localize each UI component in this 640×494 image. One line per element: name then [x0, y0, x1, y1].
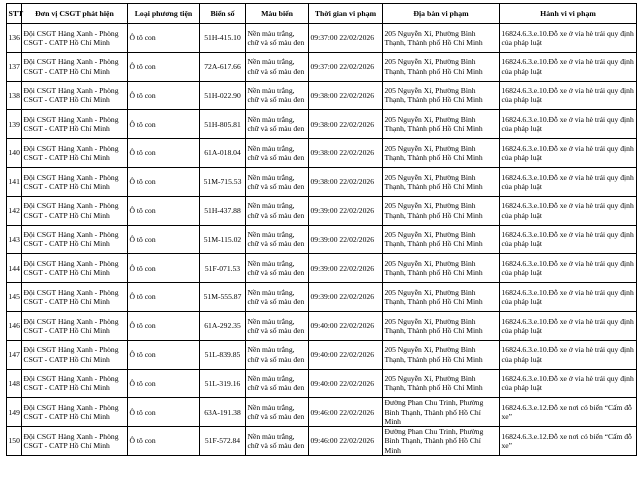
cell-stt: 141 — [7, 167, 22, 196]
cell-unit: Đội CSGT Hàng Xanh - Phòng CSGT - CATP Hồ Chí Minh — [22, 139, 128, 168]
cell-time: 09:46:00 22/02/2026 — [309, 427, 383, 456]
cell-violation: 16824.6.3.e.10.Đỗ xe ở vỉa hè trái quy định của pháp luật — [500, 24, 637, 53]
cell-unit: Đội CSGT Hàng Xanh - Phòng CSGT - CATP Hồ Chí Minh — [22, 340, 128, 369]
cell-violation: 16824.6.3.e.10.Đỗ xe ở vỉa hè trái quy định của pháp luật — [500, 283, 637, 312]
table-header-row — [7, 4, 637, 24]
cell-time: 09:40:00 22/02/2026 — [309, 340, 383, 369]
cell-violation: 16824.6.3.e.10.Đỗ xe ở vỉa hè trái quy định của pháp luật — [500, 52, 637, 81]
cell-unit: Đội CSGT Hàng Xanh - Phòng CSGT - CATP Hồ Chí Minh — [22, 283, 128, 312]
cell-stt: 139 — [7, 110, 22, 139]
cell-violation: 16824.6.3.e.10.Đỗ xe ở vỉa hè trái quy định của pháp luật — [500, 110, 637, 139]
table-row — [7, 24, 637, 53]
cell-stt: 147 — [7, 340, 22, 369]
cell-vehicle-type: Ô tô con — [128, 283, 200, 312]
cell-plate: 51F-071.53 — [200, 254, 246, 283]
cell-location: 205 Nguyễn Xí, Phường Bình Thạnh, Thành phố Hồ Chí Minh — [383, 254, 500, 283]
cell-stt: 136 — [7, 24, 22, 53]
cell-plate-color: Nền màu trắng, chữ và số màu đen — [246, 167, 309, 196]
cell-violation: 16824.6.3.e.10.Đỗ xe ở vỉa hè trái quy định của pháp luật — [500, 369, 637, 398]
cell-stt: 143 — [7, 225, 22, 254]
header-plate-color: Màu biển — [246, 4, 309, 24]
table-row — [7, 139, 637, 168]
cell-location: 205 Nguyễn Xí, Phường Bình Thạnh, Thành phố Hồ Chí Minh — [383, 81, 500, 110]
header-time: Thời gian vi phạm — [309, 4, 383, 24]
cell-violation: 16824.6.3.e.10.Đỗ xe ở vỉa hè trái quy định của pháp luật — [500, 225, 637, 254]
violations-table — [6, 3, 637, 456]
cell-location: 205 Nguyễn Xí, Phường Bình Thạnh, Thành phố Hồ Chí Minh — [383, 110, 500, 139]
cell-stt: 140 — [7, 139, 22, 168]
table-row — [7, 52, 637, 81]
table-row — [7, 196, 637, 225]
cell-vehicle-type: Ô tô con — [128, 196, 200, 225]
cell-time: 09:39:00 22/02/2026 — [309, 225, 383, 254]
cell-time: 09:39:00 22/02/2026 — [309, 283, 383, 312]
cell-location: 205 Nguyễn Xí, Phường Bình Thạnh, Thành phố Hồ Chí Minh — [383, 24, 500, 53]
header-location: Địa bàn vi phạm — [383, 4, 500, 24]
cell-stt: 146 — [7, 311, 22, 340]
table-row — [7, 340, 637, 369]
cell-violation: 16824.6.3.e.10.Đỗ xe ở vỉa hè trái quy định của pháp luật — [500, 139, 637, 168]
cell-plate: 51H-437.88 — [200, 196, 246, 225]
cell-plate-color: Nền màu trắng, chữ và số màu đen — [246, 139, 309, 168]
cell-plate: 51L-319.16 — [200, 369, 246, 398]
cell-unit: Đội CSGT Hàng Xanh - Phòng CSGT - CATP Hồ Chí Minh — [22, 398, 128, 427]
cell-location: 205 Nguyễn Xí, Phường Bình Thạnh, Thành phố Hồ Chí Minh — [383, 139, 500, 168]
cell-plate: 51L-839.85 — [200, 340, 246, 369]
cell-unit: Đội CSGT Hàng Xanh - Phòng CSGT - CATP Hồ Chí Minh — [22, 311, 128, 340]
cell-stt: 138 — [7, 81, 22, 110]
cell-plate: 61A-292.35 — [200, 311, 246, 340]
table-row — [7, 283, 637, 312]
cell-vehicle-type: Ô tô con — [128, 52, 200, 81]
cell-plate: 61A-018.04 — [200, 139, 246, 168]
cell-violation: 16824.6.3.e.10.Đỗ xe ở vỉa hè trái quy định của pháp luật — [500, 81, 637, 110]
cell-violation: 16824.6.3.e.10.Đỗ xe ở vỉa hè trái quy định của pháp luật — [500, 196, 637, 225]
table-row — [7, 110, 637, 139]
cell-plate: 51F-572.84 — [200, 427, 246, 456]
cell-vehicle-type: Ô tô con — [128, 139, 200, 168]
cell-time: 09:39:00 22/02/2026 — [309, 254, 383, 283]
cell-location: 205 Nguyễn Xí, Phường Bình Thạnh, Thành phố Hồ Chí Minh — [383, 52, 500, 81]
cell-plate: 51M-115.02 — [200, 225, 246, 254]
cell-plate-color: Nền màu trắng, chữ và số màu đen — [246, 427, 309, 456]
cell-plate-color: Nền màu trắng, chữ và số màu đen — [246, 81, 309, 110]
table-row — [7, 225, 637, 254]
cell-violation: 16824.6.3.e.10.Đỗ xe ở vỉa hè trái quy định của pháp luật — [500, 167, 637, 196]
cell-location: 205 Nguyễn Xí, Phường Bình Thạnh, Thành phố Hồ Chí Minh — [383, 225, 500, 254]
cell-location: 205 Nguyễn Xí, Phường Bình Thạnh, Thành phố Hồ Chí Minh — [383, 167, 500, 196]
cell-time: 09:40:00 22/02/2026 — [309, 369, 383, 398]
cell-plate: 51M-555.87 — [200, 283, 246, 312]
cell-plate: 72A-617.66 — [200, 52, 246, 81]
table-row — [7, 398, 637, 427]
cell-stt: 149 — [7, 398, 22, 427]
header-violation: Hành vi vi phạm — [500, 4, 637, 24]
cell-unit: Đội CSGT Hàng Xanh - Phòng CSGT - CATP Hồ Chí Minh — [22, 110, 128, 139]
cell-unit: Đội CSGT Hàng Xanh - Phòng CSGT - CATP Hồ Chí Minh — [22, 24, 128, 53]
cell-unit: Đội CSGT Hàng Xanh - Phòng CSGT - CATP Hồ Chí Minh — [22, 369, 128, 398]
cell-plate-color: Nền màu trắng, chữ và số màu đen — [246, 369, 309, 398]
cell-location: 205 Nguyễn Xí, Phường Bình Thạnh, Thành phố Hồ Chí Minh — [383, 283, 500, 312]
cell-plate-color: Nền màu trắng, chữ và số màu đen — [246, 311, 309, 340]
cell-location: 205 Nguyễn Xí, Phường Bình Thạnh, Thành phố Hồ Chí Minh — [383, 196, 500, 225]
cell-vehicle-type: Ô tô con — [128, 110, 200, 139]
table-row — [7, 369, 637, 398]
cell-violation: 16824.6.3.e.10.Đỗ xe ở vỉa hè trái quy định của pháp luật — [500, 254, 637, 283]
cell-location: 205 Nguyễn Xí, Phường Bình Thạnh, Thành phố Hồ Chí Minh — [383, 311, 500, 340]
cell-plate-color: Nền màu trắng, chữ và số màu đen — [246, 283, 309, 312]
cell-violation: 16824.6.3.e.12.Đỗ xe nơi có biển “Cấm đỗ xe” — [500, 398, 637, 427]
cell-unit: Đội CSGT Hàng Xanh - Phòng CSGT - CATP Hồ Chí Minh — [22, 225, 128, 254]
cell-plate-color: Nền màu trắng, chữ và số màu đen — [246, 110, 309, 139]
cell-unit: Đội CSGT Hàng Xanh - Phòng CSGT - CATP Hồ Chí Minh — [22, 81, 128, 110]
cell-plate-color: Nền màu trắng, chữ và số màu đen — [246, 24, 309, 53]
cell-plate: 63A-191.38 — [200, 398, 246, 427]
cell-violation: 16824.6.3.e.10.Đỗ xe ở vỉa hè trái quy định của pháp luật — [500, 311, 637, 340]
cell-vehicle-type: Ô tô con — [128, 254, 200, 283]
cell-vehicle-type: Ô tô con — [128, 81, 200, 110]
table-row — [7, 254, 637, 283]
table-row — [7, 167, 637, 196]
cell-plate-color: Nền màu trắng, chữ và số màu đen — [246, 398, 309, 427]
header-stt: STT — [7, 4, 22, 24]
cell-location: Đường Phan Chu Trinh, Phường Bình Thạnh, Thành phố Hồ Chí Minh — [383, 398, 500, 427]
cell-vehicle-type: Ô tô con — [128, 340, 200, 369]
cell-vehicle-type: Ô tô con — [128, 427, 200, 456]
cell-violation: 16824.6.3.e.10.Đỗ xe ở vỉa hè trái quy định của pháp luật — [500, 340, 637, 369]
cell-unit: Đội CSGT Hàng Xanh - Phòng CSGT - CATP Hồ Chí Minh — [22, 254, 128, 283]
cell-time: 09:37:00 22/02/2026 — [309, 24, 383, 53]
cell-vehicle-type: Ô tô con — [128, 24, 200, 53]
cell-time: 09:38:00 22/02/2026 — [309, 110, 383, 139]
cell-time: 09:38:00 22/02/2026 — [309, 139, 383, 168]
cell-stt: 144 — [7, 254, 22, 283]
cell-time: 09:39:00 22/02/2026 — [309, 196, 383, 225]
cell-location: Đường Phan Chu Trinh, Phường Bình Thạnh, Thành phố Hồ Chí Minh — [383, 427, 500, 456]
table-row — [7, 311, 637, 340]
header-unit: Đơn vị CSGT phát hiện — [22, 4, 128, 24]
cell-time: 09:40:00 22/02/2026 — [309, 311, 383, 340]
cell-unit: Đội CSGT Hàng Xanh - Phòng CSGT - CATP Hồ Chí Minh — [22, 167, 128, 196]
cell-stt: 142 — [7, 196, 22, 225]
cell-stt: 137 — [7, 52, 22, 81]
cell-violation: 16824.6.3.e.12.Đỗ xe nơi có biển “Cấm đỗ xe” — [500, 427, 637, 456]
cell-vehicle-type: Ô tô con — [128, 167, 200, 196]
cell-plate-color: Nền màu trắng, chữ và số màu đen — [246, 196, 309, 225]
cell-plate: 51M-715.53 — [200, 167, 246, 196]
cell-time: 09:38:00 22/02/2026 — [309, 81, 383, 110]
cell-vehicle-type: Ô tô con — [128, 398, 200, 427]
cell-vehicle-type: Ô tô con — [128, 369, 200, 398]
cell-plate-color: Nền màu trắng, chữ và số màu đen — [246, 225, 309, 254]
cell-location: 205 Nguyễn Xí, Phường Bình Thạnh, Thành phố Hồ Chí Minh — [383, 340, 500, 369]
cell-unit: Đội CSGT Hàng Xanh - Phòng CSGT - CATP Hồ Chí Minh — [22, 196, 128, 225]
cell-vehicle-type: Ô tô con — [128, 311, 200, 340]
cell-plate-color: Nền màu trắng, chữ và số màu đen — [246, 254, 309, 283]
cell-stt: 150 — [7, 427, 22, 456]
table-row — [7, 427, 637, 456]
cell-plate: 51H-022.90 — [200, 81, 246, 110]
header-plate: Biển số — [200, 4, 246, 24]
header-vehicle-type: Loại phương tiện — [128, 4, 200, 24]
cell-time: 09:38:00 22/02/2026 — [309, 167, 383, 196]
table-row — [7, 81, 637, 110]
cell-stt: 148 — [7, 369, 22, 398]
cell-plate-color: Nền màu trắng, chữ và số màu đen — [246, 340, 309, 369]
table-body — [7, 24, 637, 456]
cell-time: 09:37:00 22/02/2026 — [309, 52, 383, 81]
cell-time: 09:46:00 22/02/2026 — [309, 398, 383, 427]
cell-plate: 51H-415.10 — [200, 24, 246, 53]
cell-location: 205 Nguyễn Xí, Phường Bình Thạnh, Thành phố Hồ Chí Minh — [383, 369, 500, 398]
cell-vehicle-type: Ô tô con — [128, 225, 200, 254]
cell-unit: Đội CSGT Hàng Xanh - Phòng CSGT - CATP Hồ Chí Minh — [22, 52, 128, 81]
cell-plate-color: Nền màu trắng, chữ và số màu đen — [246, 52, 309, 81]
cell-plate: 51H-805.81 — [200, 110, 246, 139]
cell-unit: Đội CSGT Hàng Xanh - Phòng CSGT - CATP Hồ Chí Minh — [22, 427, 128, 456]
cell-stt: 145 — [7, 283, 22, 312]
